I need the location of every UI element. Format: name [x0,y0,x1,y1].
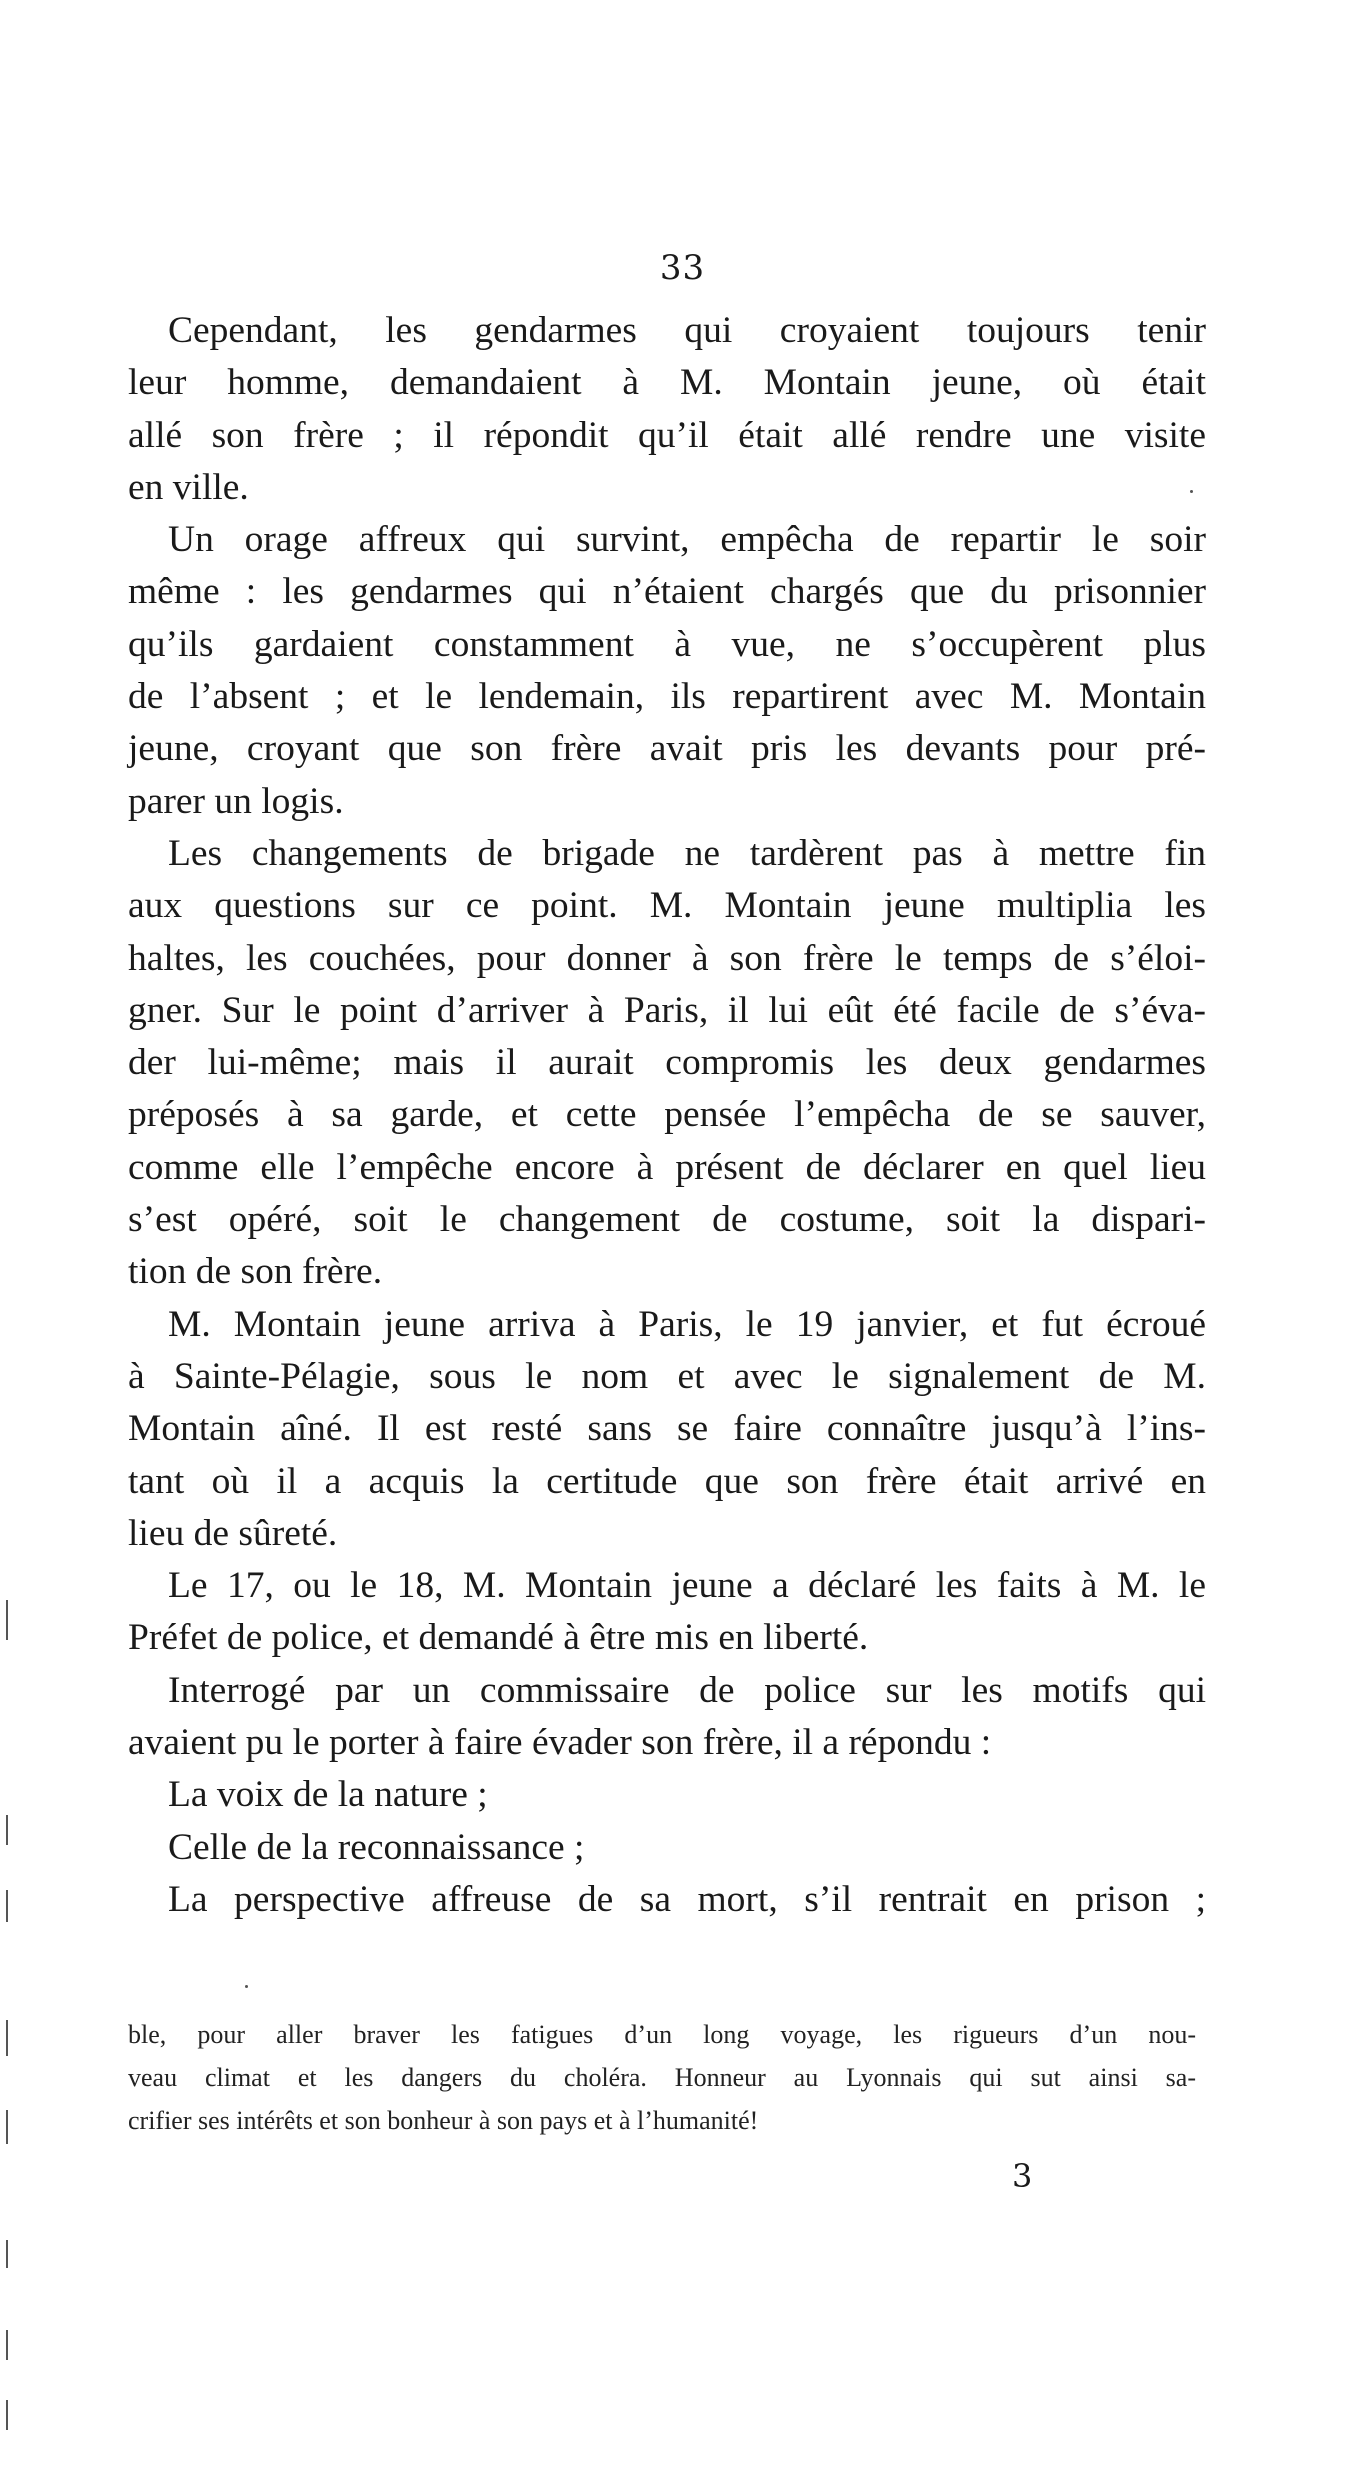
text-line: qu’ils gardaient constamment à vue, ne s’occupèrent plus [128,623,1206,665]
text-line: Le 17, ou le 18, M. Montain jeune a déclaré les faits à M. le [168,1565,1206,1607]
text-line: gner. Sur le point d’arriver à Paris, il lui eût été facile de s’éva- [128,989,1206,1031]
footnote-line: veau climat et les dangers du choléra. Honneur au Lyonnais qui sut ainsi sa- [128,2063,1196,2092]
text-line: même : les gendarmes qui n’étaient chargés que du prisonnier [128,571,1206,613]
page-number: 33 [659,248,706,288]
text-line: Un orage affreux qui survint, empêcha de repartir le soir [168,519,1206,561]
text-line: lieu de sûreté. [128,1512,338,1554]
text-line: Celle de la reconnaissance ; [168,1826,585,1868]
text-line: avaient pu le porter à faire évader son frère, il a répondu : [128,1722,992,1764]
text-line: haltes, les couchées, pour donner à son frère le temps de s’éloi- [128,937,1206,979]
footnote [128,2013,1196,2142]
text-line: tant où il a acquis la certitude que son frère était arrivé en [128,1460,1206,1502]
scan-artifact [6,2330,8,2360]
text-line: comme elle l’empêche encore à présent de déclarer en quel lieu [128,1146,1206,1188]
text-line: de l’absent ; et le lendemain, ils repartirent avec M. Montain [128,676,1206,718]
text-line: allé son frère ; il répondit qu’il était allé rendre une visite [128,414,1206,456]
scan-artifact [6,1600,8,1640]
text-line: aux questions sur ce point. M. Montain jeune multiplia les [128,885,1206,927]
text-line: jeune, croyant que son frère avait pris les devants pour pré- [128,728,1206,770]
text-line: der lui-même; mais il aurait compromis les deux gendarmes [128,1042,1206,1084]
scan-artifact [6,2110,8,2144]
text-line: La perspective affreuse de sa mort, s’il rentrait en prison ; [168,1878,1206,1920]
text-line: Préfet de police, et demandé à être mis en liberté. [128,1617,869,1659]
scan-artifact [6,2020,8,2056]
text-line: Les changements de brigade ne tardèrent pas à mettre fin [168,832,1206,874]
scan-artifact [6,2400,8,2430]
text-line: à Sainte-Pélagie, sous le nom et avec le signalement de M. [128,1355,1206,1397]
text-line: M. Montain jeune arriva à Paris, le 19 janvier, et fut écroué [168,1303,1206,1345]
text-line: Montain aîné. Il est resté sans se faire connaître jusqu’à l’ins- [128,1408,1206,1450]
scan-artifact [6,1890,8,1922]
scan-speck [1190,490,1193,493]
text-line: tion de son frère. [128,1251,383,1293]
text-line: Cependant, les gendarmes qui croyaient toujours tenir [168,310,1206,351]
footnote-line: ble, pour aller braver les fatigues d’un long voyage, les rigueurs d’un nou- [128,2020,1196,2049]
signature-mark: 3 [1012,2157,1033,2195]
scan-artifact [6,1815,8,1845]
text-line: Interrogé par un commissaire de police sur les motifs qui [168,1669,1206,1711]
scan-speck [245,1985,248,1988]
scan-artifact [6,2240,8,2268]
text-line: parer un logis. [128,780,344,822]
text-line: La voix de la nature ; [168,1774,488,1816]
body-text [128,305,1206,1926]
text-line: préposés à sa garde, et cette pensée l’empêcha de se sauver, [128,1094,1206,1136]
text-line: leur homme, demandaient à M. Montain jeune, où était [128,362,1206,404]
footnote-line: crifier ses intérêts et son bonheur à son pays et à l’humanité! [128,2106,759,2135]
text-line: en ville. [128,466,249,508]
text-line: s’est opéré, soit le changement de costume, soit la dispari- [128,1199,1206,1241]
